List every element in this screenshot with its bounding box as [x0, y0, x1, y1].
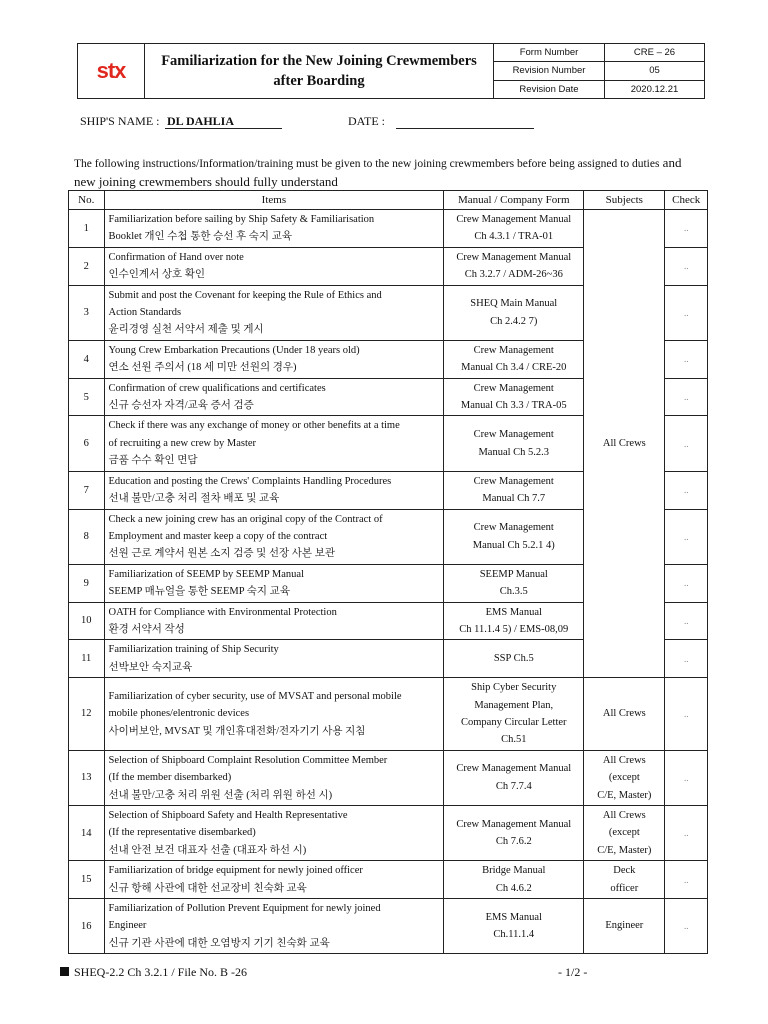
- row-manual: [444, 899, 584, 954]
- manual-line: SEEMP Manual: [479, 568, 548, 580]
- manual-line: EMS Manual: [485, 911, 542, 923]
- row-number: 10: [69, 602, 105, 640]
- row-item: [104, 750, 444, 805]
- row-manual: [444, 247, 584, 285]
- manual-line: Crew Management: [473, 475, 554, 487]
- row-subject: [584, 899, 665, 954]
- meta-row-revision-number: [494, 62, 704, 80]
- manual-line: Manual Ch 5.2.1 4): [472, 539, 555, 551]
- check-cell[interactable]: ..: [665, 678, 708, 751]
- row-number: 1: [69, 210, 105, 248]
- row-subject: [584, 861, 665, 899]
- row-manual: [444, 416, 584, 471]
- item-line: Education and posting the Crews' Complaints Handling Procedures: [108, 475, 392, 487]
- item-line: 선박보안 숙지교육: [108, 661, 193, 673]
- check-cell[interactable]: ..: [665, 378, 708, 416]
- manual-line: Manual Ch 7.7: [482, 493, 546, 505]
- item-line: 신규 항해 사관에 대한 선교장비 친숙화 교육: [108, 882, 307, 894]
- manual-line: Crew Management Manual: [456, 214, 572, 225]
- meta-row-revision-date: [494, 81, 704, 98]
- item-line: Submit and post the Covenant for keeping the Rule of Ethics and: [108, 289, 382, 301]
- table-row: [69, 210, 708, 248]
- manual-line: SHEQ Main Manual: [470, 298, 558, 310]
- row-manual: [444, 378, 584, 416]
- check-cell[interactable]: ..: [665, 509, 708, 564]
- item-line: SEEMP 매뉴얼을 통한 SEEMP 숙지 교육: [108, 586, 290, 598]
- row-number: 7: [69, 471, 105, 509]
- row-subject: [584, 806, 665, 861]
- item-line: 인수인계서 상호 확인: [108, 269, 206, 281]
- manual-line: Crew Management: [473, 382, 554, 394]
- company-logo: stx: [78, 44, 145, 98]
- row-manual: [444, 678, 584, 751]
- row-item: [104, 640, 444, 678]
- col-header-no: No.: [69, 191, 105, 210]
- manual-line: Crew Management: [473, 522, 554, 534]
- familiarization-table: [68, 190, 708, 954]
- row-number: 16: [69, 899, 105, 954]
- meta-label: Revision Date: [494, 81, 605, 98]
- item-line: 선내 안전 보건 대표자 선출 (대표자 하선 시): [108, 844, 307, 856]
- manual-line: Manual Ch 3.4 / CRE-20: [461, 362, 567, 374]
- item-line: 신규 승선자 자격/교육 증서 검증: [108, 400, 254, 412]
- date-field[interactable]: [396, 114, 534, 129]
- meta-value: CRE – 26: [633, 47, 676, 59]
- check-cell[interactable]: ..: [665, 471, 708, 509]
- instructions-line-2: new joining crewmembers should fully understand: [74, 174, 338, 189]
- instructions-line-1: The following instructions/Information/training must be given to the new joining crewmembers before being assigned to duties: [74, 158, 660, 170]
- footer-reference: SHEQ-2.2 Ch 3.2.1 / File No. B -26: [74, 965, 248, 979]
- table-row: [69, 861, 708, 899]
- subject-line: All Crews: [602, 754, 646, 766]
- check-cell[interactable]: ..: [665, 564, 708, 602]
- manual-line: EMS Manual: [485, 606, 542, 618]
- item-line: Familiarization before sailing by Ship Safety & Familiarisation: [108, 214, 375, 225]
- form-header: [77, 43, 705, 99]
- check-cell[interactable]: ..: [665, 247, 708, 285]
- item-line: Familiarization of Pollution Prevent Equipment for newly joined: [108, 903, 381, 915]
- date-label: DATE :: [348, 114, 385, 128]
- subject-line: Deck: [613, 865, 636, 877]
- item-line: Familiarization training of Ship Security: [108, 644, 279, 656]
- manual-line: Ch.51: [501, 734, 527, 746]
- table-row: [69, 806, 708, 861]
- table-row: [69, 899, 708, 954]
- meta-value: 2020.12.21: [630, 83, 679, 95]
- check-cell[interactable]: ..: [665, 640, 708, 678]
- form-title: Familiarization for the New Joining Crewmembers after Boarding: [145, 44, 494, 98]
- row-item: [104, 378, 444, 416]
- page-number: - 1/2 -: [558, 965, 588, 979]
- row-item: [104, 416, 444, 471]
- manual-line: Ship Cyber Security: [471, 682, 557, 694]
- item-line: Familiarization of cyber security, use of MVSAT and personal mobile: [108, 690, 402, 702]
- subject-line: officer: [610, 882, 639, 894]
- item-line: 사이버보안, MVSAT 및 개인휴대전화/전자기기 사용 지침: [108, 725, 366, 737]
- row-number: 12: [69, 678, 105, 751]
- col-header-subjects: Subjects: [584, 191, 665, 210]
- item-line: OATH for Compliance with Environmental Protection: [108, 606, 337, 618]
- manual-line: Ch 4.3.1 / TRA-01: [474, 231, 554, 243]
- table-row: [69, 750, 708, 805]
- item-line: Selection of Shipboard Complaint Resolution Committee Member: [108, 754, 388, 766]
- manual-line: Ch 11.1.4 5) / EMS-08,09: [459, 623, 569, 635]
- item-line: Confirmation of Hand over note: [108, 251, 244, 263]
- row-number: 6: [69, 416, 105, 471]
- check-cell[interactable]: ..: [665, 340, 708, 378]
- meta-row-form-number: [494, 44, 704, 62]
- instructions-and: and: [659, 155, 682, 170]
- row-item: [104, 861, 444, 899]
- row-manual: [444, 471, 584, 509]
- subject-line: (except: [608, 772, 640, 784]
- item-line: 선내 불만/고충 처리 절차 배포 및 교육: [108, 493, 280, 505]
- row-number: 9: [69, 564, 105, 602]
- ship-info-line: [80, 114, 700, 132]
- item-line: 선내 불만/고충 처리 위원 선출 (처리 위원 하선 시): [108, 789, 333, 801]
- row-manual: [444, 509, 584, 564]
- manual-line: Company Circular Letter: [460, 716, 567, 728]
- row-number: 14: [69, 806, 105, 861]
- manual-line: Manual Ch 3.3 / TRA-05: [460, 400, 567, 412]
- item-line: Employment and master keep a copy of the contract: [108, 530, 328, 542]
- check-cell[interactable]: ..: [665, 602, 708, 640]
- subject-line: Engineer: [605, 920, 644, 932]
- subject-all-crews: All Crews: [584, 678, 665, 751]
- row-manual: [444, 640, 584, 678]
- item-line: Check a new joining crew has an original copy of the Contract of: [108, 513, 383, 525]
- item-line: (If the representative disembarked): [108, 827, 256, 839]
- row-item: [104, 678, 444, 751]
- item-line: 선원 근로 계약서 원본 소지 검증 및 선장 사본 보관: [108, 548, 335, 560]
- page-footer: [60, 965, 710, 980]
- check-cell[interactable]: ..: [665, 806, 708, 861]
- row-manual: [444, 750, 584, 805]
- table-row: [69, 678, 708, 751]
- manual-line: Ch.3.5: [499, 586, 528, 598]
- row-number: 11: [69, 640, 105, 678]
- item-line: 환경 서약서 작성: [108, 623, 185, 635]
- item-line: Action Standards: [108, 307, 182, 319]
- row-number: 3: [69, 285, 105, 340]
- row-item: [104, 564, 444, 602]
- row-manual: [444, 806, 584, 861]
- meta-label: Revision Number: [494, 62, 605, 79]
- row-item: [104, 471, 444, 509]
- manual-line: Crew Management Manual: [456, 251, 572, 263]
- check-cell[interactable]: ..: [665, 861, 708, 899]
- manual-line: Crew Management: [473, 344, 554, 356]
- row-manual: [444, 861, 584, 899]
- form-meta: [494, 44, 704, 98]
- manual-line: Ch 2.4.2 7): [490, 315, 538, 327]
- item-line: (If the member disembarked): [108, 772, 232, 784]
- item-line: 연소 선원 주의서 (18 세 미만 선원의 경우): [108, 362, 297, 374]
- subject-line: All Crews: [602, 810, 646, 821]
- subject-line: C/E, Master): [597, 844, 652, 856]
- check-cell[interactable]: ..: [665, 750, 708, 805]
- manual-line: Bridge Manual: [482, 865, 546, 877]
- check-cell[interactable]: ..: [665, 899, 708, 954]
- item-line: Familiarization of SEEMP by SEEMP Manual: [108, 568, 305, 580]
- col-header-check: Check: [665, 191, 708, 210]
- instructions-text: [74, 154, 714, 192]
- item-line: Selection of Shipboard Safety and Health Representative: [108, 810, 348, 821]
- row-item: [104, 247, 444, 285]
- row-number: 8: [69, 509, 105, 564]
- item-line: Booklet 개인 수첩 통한 승선 후 숙지 교육: [108, 231, 292, 243]
- row-item: [104, 210, 444, 248]
- check-cell[interactable]: ..: [665, 416, 708, 471]
- row-number: 15: [69, 861, 105, 899]
- item-line: of recruiting a new crew by Master: [108, 437, 257, 449]
- ship-name-label: SHIP'S NAME :: [80, 114, 160, 128]
- manual-line: Ch 7.7.4: [495, 780, 532, 792]
- ship-name-field[interactable]: DL DAHLIA: [165, 114, 282, 129]
- item-line: 윤리경영 실천 서약서 제출 및 게시: [108, 324, 264, 336]
- manual-line: Crew Management: [473, 429, 554, 441]
- item-line: Familiarization of bridge equipment for newly joined officer: [108, 865, 363, 877]
- row-manual: [444, 285, 584, 340]
- black-square-icon: [60, 967, 69, 976]
- row-manual: [444, 602, 584, 640]
- row-item: [104, 899, 444, 954]
- item-line: 금품 수수 확인 면담: [108, 455, 198, 467]
- col-header-items: Items: [104, 191, 444, 210]
- manual-line: Management Plan,: [474, 699, 554, 711]
- item-line: Engineer: [108, 920, 147, 932]
- meta-label: Form Number: [494, 44, 605, 61]
- item-line: Confirmation of crew qualifications and certificates: [108, 382, 326, 394]
- row-subject: [584, 750, 665, 805]
- subject-group-all-crews: All Crews: [584, 210, 665, 678]
- row-manual: [444, 340, 584, 378]
- item-line: Young Crew Embarkation Precautions (Under 18 years old): [108, 344, 360, 356]
- manual-line: Ch 3.2.7 / ADM-26~36: [464, 269, 563, 281]
- meta-value: 05: [649, 65, 660, 77]
- row-item: [104, 509, 444, 564]
- col-header-manual: Manual / Company Form: [444, 191, 584, 210]
- subject-line: (except: [608, 827, 640, 839]
- row-number: 5: [69, 378, 105, 416]
- manual-line: SSP Ch.5: [493, 653, 534, 665]
- manual-line: Manual Ch 5.2.3: [478, 446, 550, 458]
- row-item: [104, 285, 444, 340]
- row-item: [104, 602, 444, 640]
- manual-line: Ch.11.1.4: [493, 929, 535, 941]
- row-number: 2: [69, 247, 105, 285]
- table-header-row: [69, 191, 708, 210]
- subject-line: C/E, Master): [597, 789, 652, 801]
- row-number: 13: [69, 750, 105, 805]
- item-line: Check if there was any exchange of money or other benefits at a time: [108, 420, 400, 432]
- check-cell[interactable]: ..: [665, 285, 708, 340]
- row-manual: [444, 564, 584, 602]
- manual-line: Ch 7.6.2: [495, 836, 532, 848]
- item-line: 신규 기관 사관에 대한 오염방지 기기 친숙화 교육: [108, 937, 330, 949]
- check-cell[interactable]: ..: [665, 210, 708, 248]
- manual-line: Crew Management Manual: [456, 818, 572, 830]
- manual-line: Crew Management Manual: [456, 763, 572, 775]
- row-manual: [444, 210, 584, 248]
- item-line: mobile phones/elentronic devices: [108, 708, 250, 720]
- row-item: [104, 340, 444, 378]
- manual-line: Ch 4.6.2: [495, 882, 532, 894]
- row-number: 4: [69, 340, 105, 378]
- row-item: [104, 806, 444, 861]
